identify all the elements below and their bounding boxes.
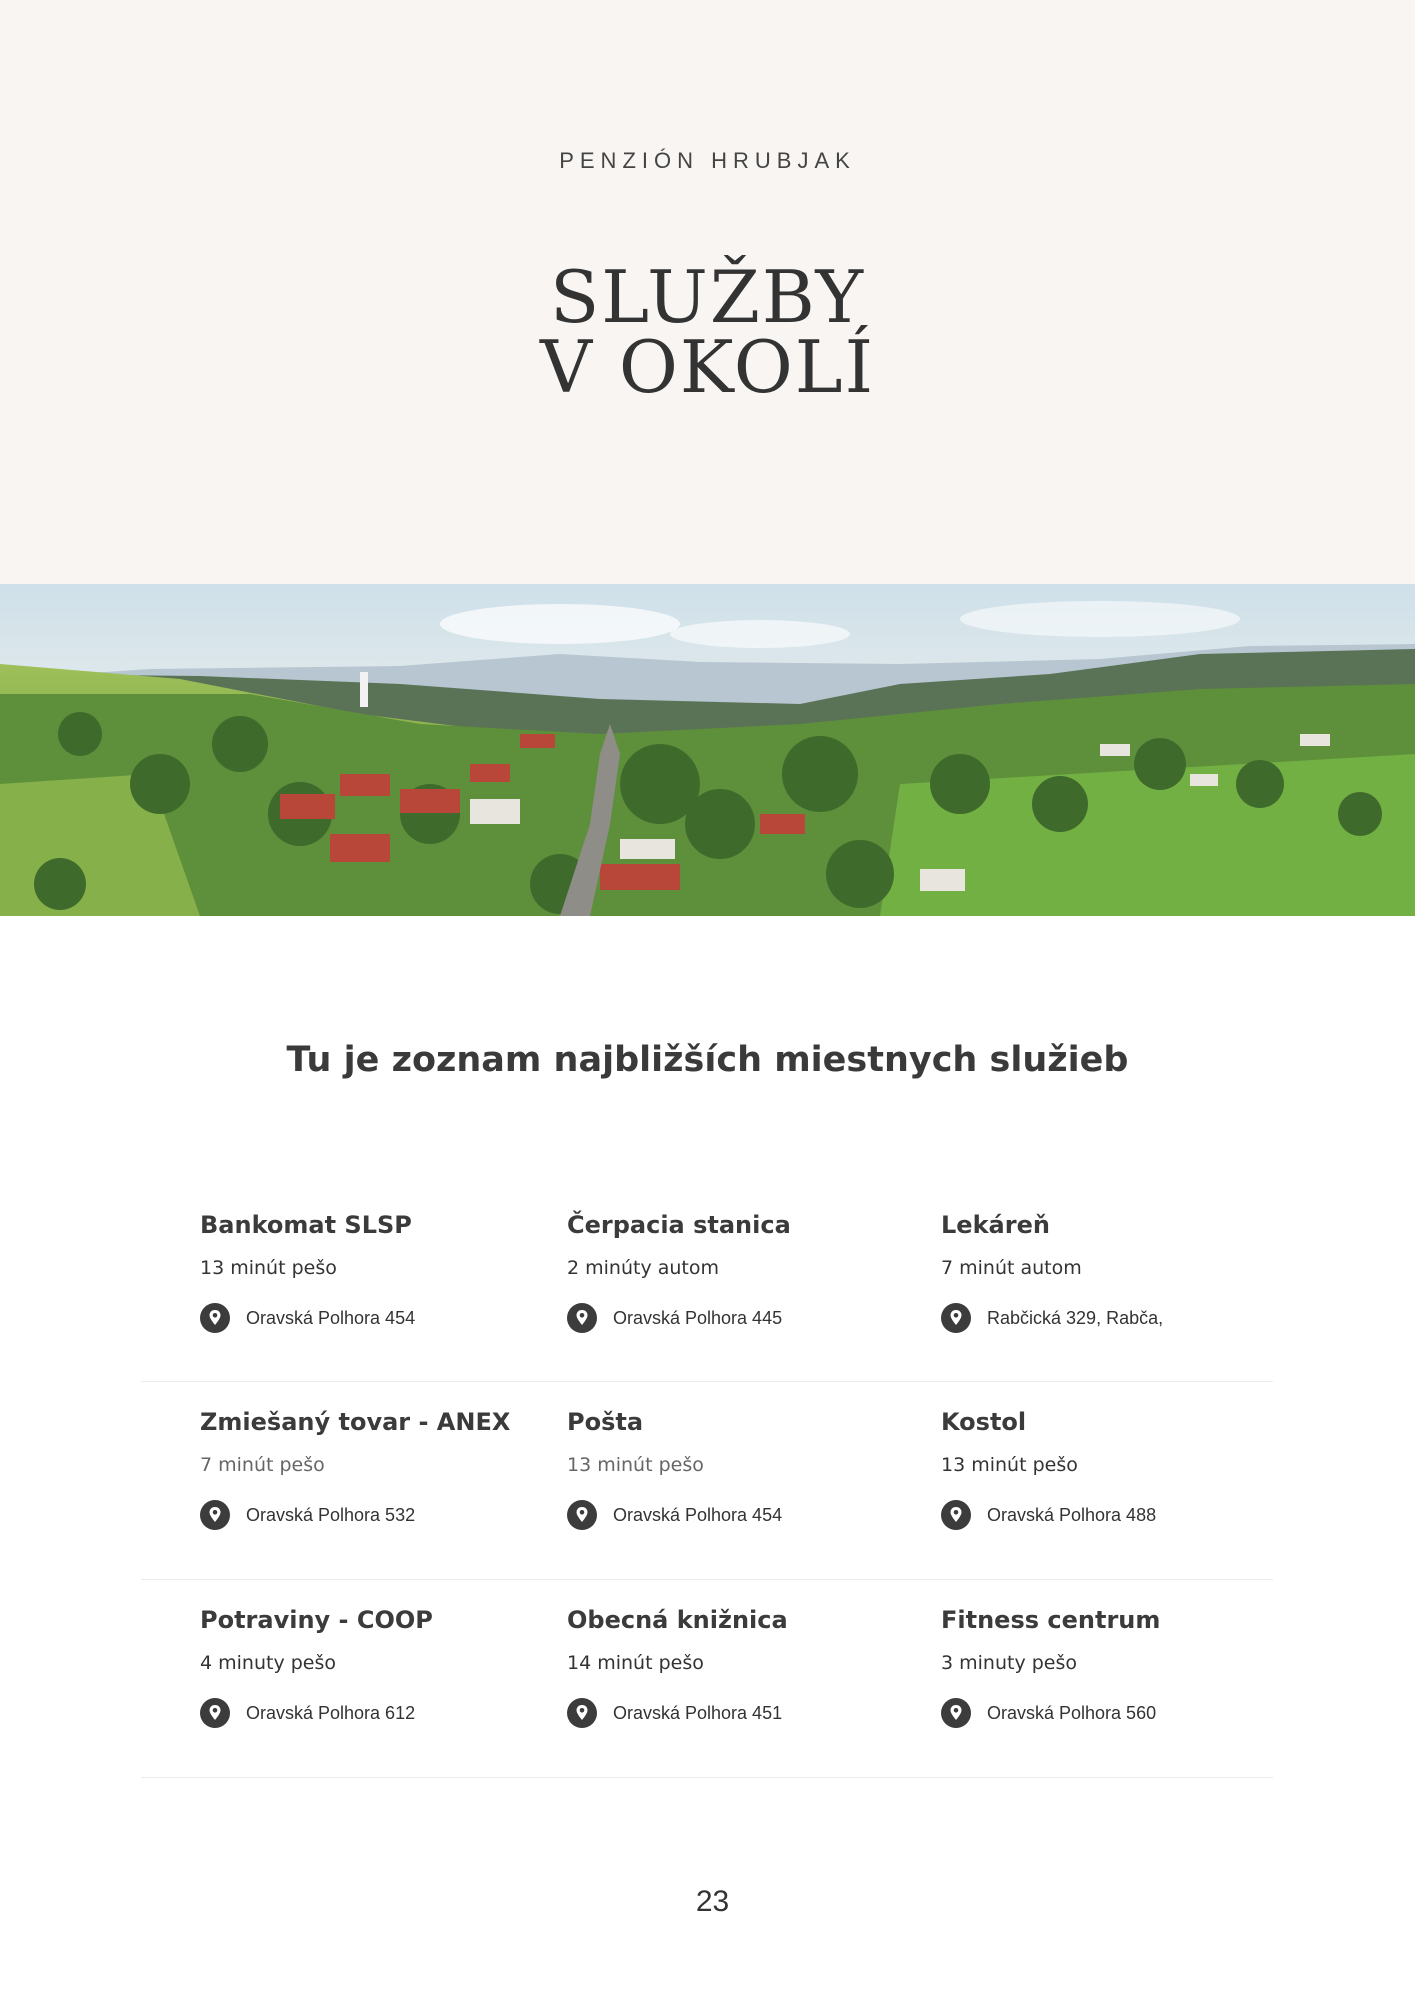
service-address: [941, 1500, 1301, 1530]
page-title-line-2: V OKOLÍ: [539, 325, 876, 409]
service-time: 7 minút pešo: [200, 1454, 325, 1476]
services-row: [141, 1185, 1273, 1382]
service-time: 2 minúty autom: [567, 1257, 719, 1279]
service-item: [200, 1606, 560, 1728]
service-address: [200, 1303, 560, 1333]
service-address: [567, 1500, 927, 1530]
village-landscape-photo: [0, 584, 1415, 916]
service-address-text: Oravská Polhora 445: [613, 1307, 783, 1328]
service-name: Lekáreň: [941, 1211, 1050, 1239]
services-row: [141, 1580, 1273, 1778]
service-item: [200, 1211, 560, 1333]
service-address-text: Oravská Polhora 560: [987, 1702, 1157, 1723]
service-address-text: Rabčická 329, Rabča,: [987, 1307, 1164, 1328]
service-name: Fitness centrum: [941, 1606, 1161, 1634]
service-time: 13 minút pešo: [200, 1257, 337, 1279]
service-name: Obecná knižnica: [567, 1606, 788, 1634]
service-time: 4 minuty pešo: [200, 1652, 337, 1674]
service-item: [567, 1606, 927, 1728]
service-address: [567, 1303, 927, 1333]
service-item: [941, 1606, 1301, 1728]
service-name: Pošta: [567, 1408, 644, 1436]
service-item: [200, 1408, 560, 1530]
location-pin-icon: [200, 1500, 230, 1530]
service-time: 7 minút autom: [941, 1257, 1082, 1279]
service-address: [941, 1698, 1301, 1728]
location-pin-icon: [941, 1698, 971, 1728]
service-address-text: Oravská Polhora 532: [246, 1504, 416, 1525]
service-address-text: Oravská Polhora 451: [613, 1702, 783, 1723]
page-title-line-1: SLUŽBY: [549, 255, 866, 339]
service-address-text: Oravská Polhora 488: [987, 1504, 1157, 1525]
services-row: [141, 1382, 1273, 1580]
service-time: 14 minút pešo: [567, 1652, 704, 1674]
service-name: Bankomat SLSP: [200, 1211, 412, 1239]
service-name: Čerpacia stanica: [567, 1211, 791, 1239]
services-subtitle: Tu je zoznam najbližších miestnych služieb: [286, 1040, 1129, 1080]
service-item: [567, 1408, 927, 1530]
service-address: [941, 1303, 1301, 1333]
page-number: 23: [695, 1885, 730, 1918]
header-section: [0, 0, 1415, 584]
service-time: 13 minút pešo: [941, 1454, 1078, 1476]
page-title: [0, 255, 1415, 409]
service-time: 13 minút pešo: [567, 1454, 704, 1476]
service-name: Zmiešaný tovar - ANEX: [200, 1408, 511, 1436]
brand-name: PENZIÓN HRUBJAK: [559, 148, 856, 173]
service-name: Potraviny - COOP: [200, 1606, 433, 1634]
location-pin-icon: [941, 1303, 971, 1333]
service-address: [200, 1698, 560, 1728]
service-address: [567, 1698, 927, 1728]
landscape-illustration: [0, 584, 1415, 916]
location-pin-icon: [200, 1303, 230, 1333]
location-pin-icon: [200, 1698, 230, 1728]
services-grid: [141, 1185, 1273, 1778]
service-name: Kostol: [941, 1408, 1027, 1436]
service-item: [941, 1211, 1301, 1333]
location-pin-icon: [567, 1698, 597, 1728]
service-address: [200, 1500, 560, 1530]
location-pin-icon: [941, 1500, 971, 1530]
service-address-text: Oravská Polhora 454: [613, 1504, 783, 1525]
service-address-text: Oravská Polhora 454: [246, 1307, 416, 1328]
service-time: 3 minuty pešo: [941, 1652, 1078, 1674]
service-address-text: Oravská Polhora 612: [246, 1702, 416, 1723]
service-item: [567, 1211, 927, 1333]
location-pin-icon: [567, 1500, 597, 1530]
location-pin-icon: [567, 1303, 597, 1333]
service-item: [941, 1408, 1301, 1530]
